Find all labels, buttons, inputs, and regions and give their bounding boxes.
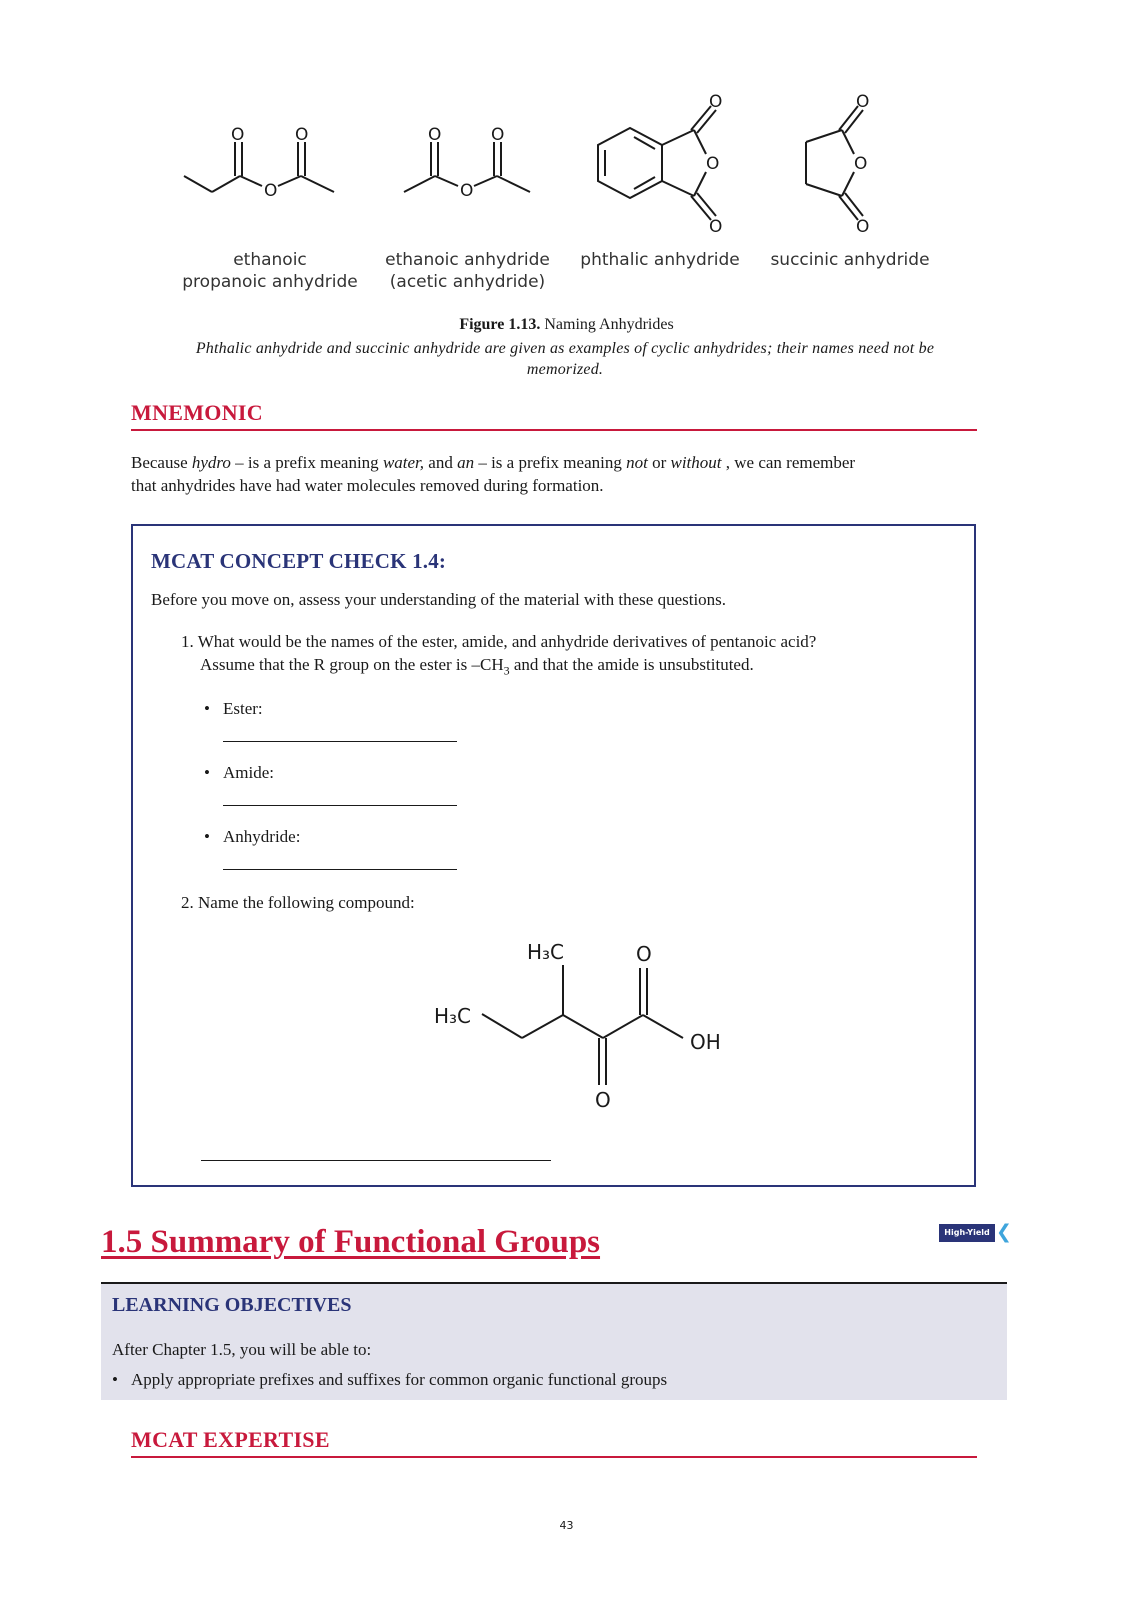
answer-label-anhydride: • Anhydride: [223, 827, 300, 847]
concept-check-title: MCAT CONCEPT CHECK 1.4: [151, 549, 447, 573]
mnemonic-heading: MNEMONIC [131, 400, 263, 425]
molecule-name: phthalic anhydride [580, 250, 740, 270]
carbonyl-oxygen-label: O [428, 125, 442, 145]
methyl-left-label: H₃C [434, 1004, 472, 1028]
answer-line-compound-name[interactable] [201, 1160, 551, 1161]
ring-oxygen-label: O [706, 154, 720, 174]
bridge-oxygen-label: O [264, 181, 278, 201]
high-yield-badge: High-Yield [939, 1224, 995, 1242]
carbonyl-oxygen-label: O [856, 92, 870, 112]
carbonyl-oxygen-label: O [295, 125, 309, 145]
figure-caption: Phthalic anhydride and succinic anhydride are given as examples of cyclic anhydrides; their names need not be memorized. [195, 340, 935, 378]
ethanoic-propanoic-anhydride-structure [178, 120, 343, 210]
ketone-oxygen-label: O [595, 1088, 611, 1112]
question-1: 1. What would be the names of the ester, amide, and anhydride derivatives of pentanoic acid? Assume that the R group on the ester is $-CH_3$ and that the amide is unsubstituted. [181, 632, 817, 678]
learning-objective-item: • Apply appropriate prefixes and suffixes for common organic functional groups [131, 1370, 667, 1390]
question-2: 2. Name the following compound: [181, 893, 415, 912]
carbonyl-oxygen-label: O [231, 125, 245, 145]
carbonyl-oxygen-label: O [709, 217, 723, 237]
answer-label-amide: • Amide: [223, 763, 274, 783]
phthalic-anhydride-structure [590, 90, 740, 240]
bridge-oxygen-label: O [460, 181, 474, 201]
ring-oxygen-label: O [854, 154, 868, 174]
mcat-expertise-divider [131, 1456, 977, 1458]
mcat-expertise-heading: MCAT EXPERTISE [131, 1427, 330, 1452]
carbonyl-oxygen-label: O [856, 217, 870, 237]
molecule-name: ethanoic anhydride (acetic anhydride) [385, 250, 550, 292]
molecule-name: ethanoic propanoic anhydride [182, 250, 358, 292]
learning-objectives-title: LEARNING OBJECTIVES [112, 1294, 352, 1316]
mnemonic-divider [131, 429, 977, 431]
methyl-top-label: H₃C [527, 940, 565, 964]
answer-label-ester: • Ester: [223, 699, 263, 719]
succinic-anhydride-structure [796, 90, 896, 240]
carbonyl-oxygen-label: O [709, 92, 723, 112]
section-heading: 1.5 Summary of Functional Groups [101, 1224, 601, 1260]
ethanoic-anhydride-structure [398, 120, 538, 210]
keto-acid-structure [420, 935, 740, 1115]
carbonyl-oxygen-label: O [636, 942, 652, 966]
answer-line-anhydride[interactable] [223, 869, 457, 870]
learning-objectives-intro: After Chapter 1.5, you will be able to: [112, 1340, 372, 1359]
figure-title: Figure 1.13. Naming Anhydrides [459, 316, 674, 333]
answer-line-amide[interactable] [223, 805, 457, 806]
concept-check-intro: Before you move on, assess your understanding of the material with these questions. [151, 590, 727, 609]
mnemonic-text: Because hydro – is a prefix meaning water, and an – is a prefix meaning not or without , we can remember that anhydrides have had water molecules removed during formation. [131, 453, 856, 495]
high-yield-bracket-icon: ❮ [996, 1221, 1012, 1243]
page-number: 43 [559, 1519, 574, 1532]
hydroxyl-label: OH [690, 1030, 721, 1054]
answer-line-ester[interactable] [223, 741, 457, 742]
carbonyl-oxygen-label: O [491, 125, 505, 145]
molecule-name: succinic anhydride [770, 250, 930, 270]
